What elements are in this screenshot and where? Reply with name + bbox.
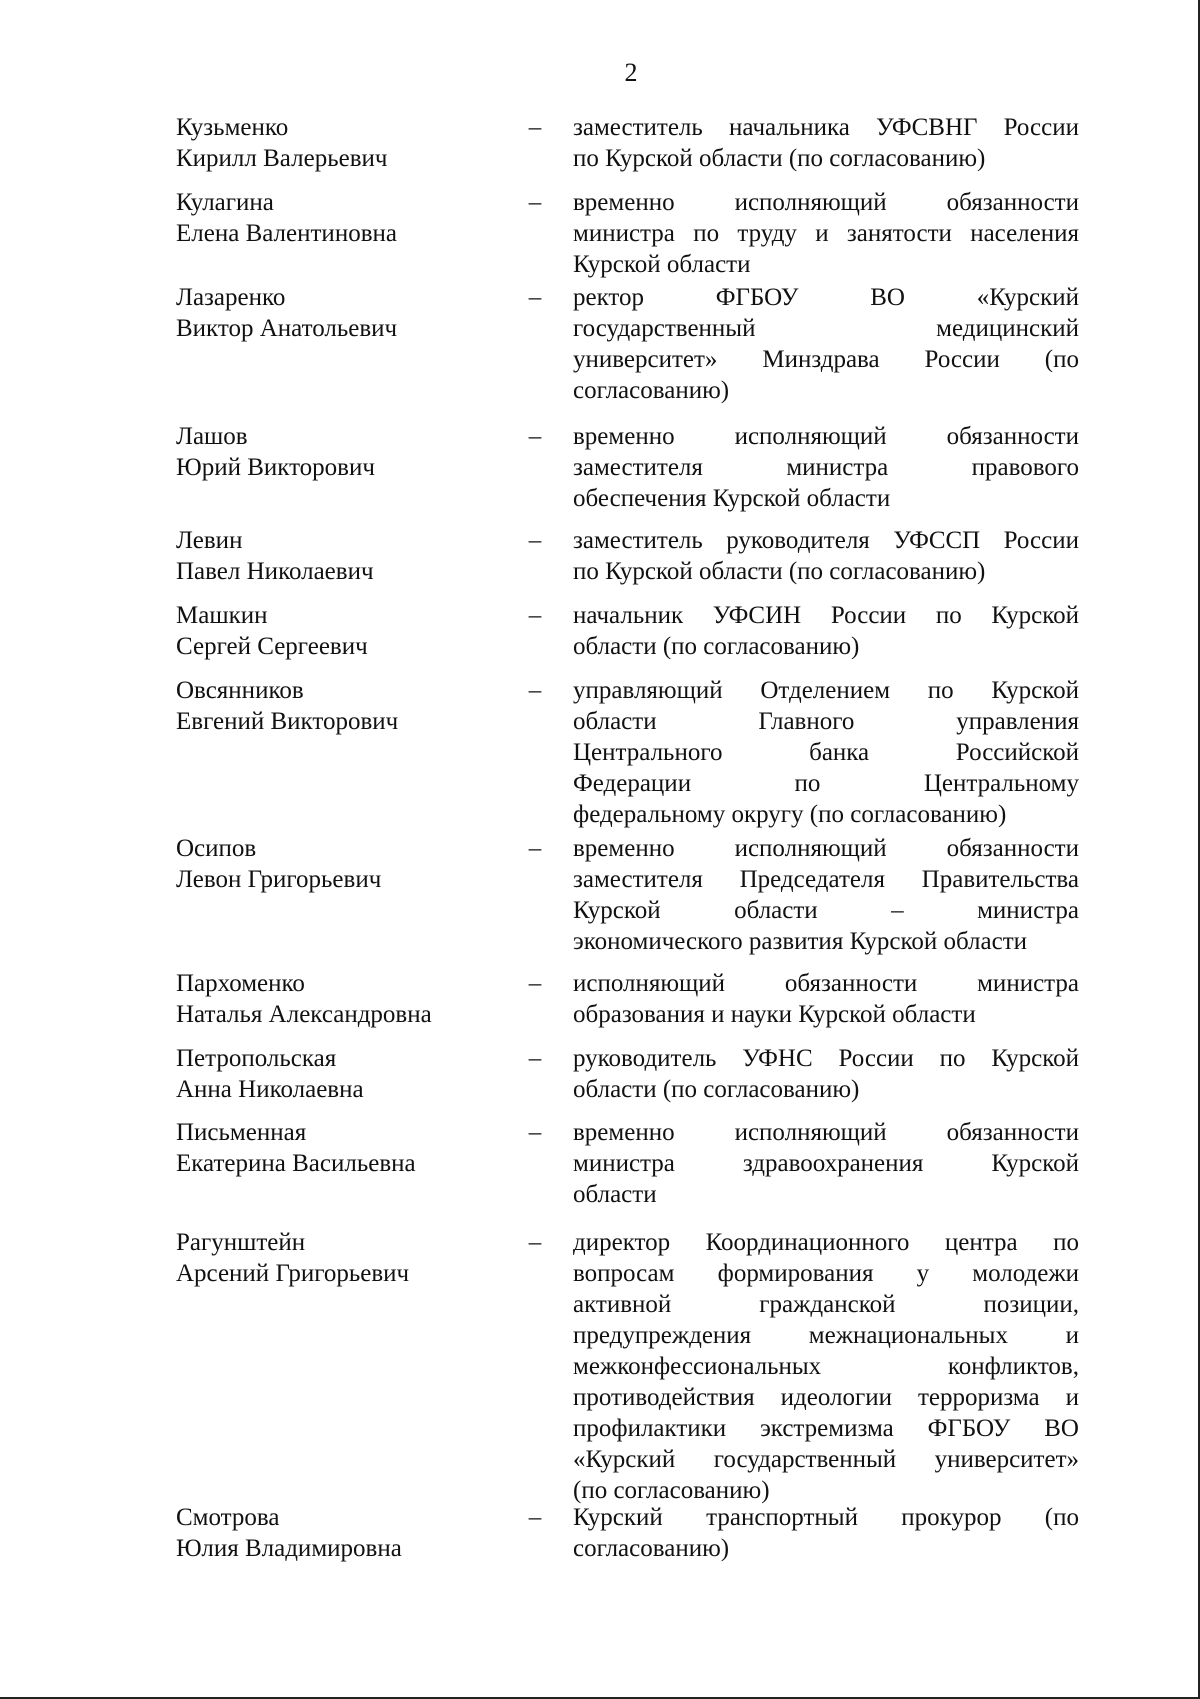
position-line: министра здравоохранения Курской: [573, 1150, 1079, 1177]
separator-dash: –: [528, 423, 542, 450]
position-line: временно исполняющий обязанности: [573, 1119, 1079, 1146]
member-given-names: Сергей Сергеевич: [176, 633, 368, 660]
position-line: исполняющий обязанности министра: [573, 970, 1079, 997]
member-name: [176, 833, 506, 895]
member-given-names: Левон Григорьевич: [176, 866, 382, 893]
position-line: министра по труду и занятости населения: [573, 220, 1079, 247]
separator-dash: –: [528, 835, 542, 862]
member-surname: Лазаренко: [176, 284, 286, 311]
position-line: временно исполняющий обязанности: [573, 423, 1079, 450]
position-line: Курский транспортный прокурор (по: [573, 1504, 1079, 1531]
member-position: [573, 187, 1079, 280]
member-surname: Петропольская: [176, 1045, 337, 1072]
position-line: вопросам формирования у молодежи: [573, 1260, 1079, 1287]
member-given-names: Кирилл Валерьевич: [176, 145, 388, 172]
member-position: [573, 282, 1079, 406]
member-given-names: Юрий Викторович: [176, 454, 375, 481]
separator-dash: –: [528, 970, 542, 997]
separator-dash: –: [528, 284, 542, 311]
member-surname: Левин: [176, 527, 243, 554]
position-line: временно исполняющий обязанности: [573, 835, 1079, 862]
position-line: ректор ФГБОУ ВО «Курский: [573, 284, 1079, 311]
member-name: [176, 600, 506, 662]
page-number: 2: [624, 58, 638, 87]
member-surname: Лашов: [176, 423, 248, 450]
position-line: (по согласованию): [573, 1477, 770, 1504]
separator-dash: –: [528, 189, 542, 216]
separator-dash: –: [528, 1229, 542, 1256]
separator-dash: –: [528, 677, 542, 704]
member-position: [573, 525, 1079, 587]
member-surname: Пархоменко: [176, 970, 305, 997]
position-line: по Курской области (по согласованию): [573, 145, 986, 172]
position-line: начальник УФСИН России по Курской: [573, 602, 1079, 629]
position-line: по Курской области (по согласованию): [573, 558, 986, 585]
member-surname: Кузьменко: [176, 114, 289, 141]
position-line: заместитель начальника УФСВНГ России: [573, 114, 1079, 141]
member-surname: Письменная: [176, 1119, 307, 1146]
position-line: согласованию): [573, 377, 730, 404]
member-surname: Смотрова: [176, 1504, 280, 1531]
position-line: активной гражданской позиции,: [573, 1291, 1079, 1318]
member-position: [573, 1043, 1079, 1105]
member-given-names: Екатерина Васильевна: [176, 1150, 416, 1177]
member-position: [573, 968, 1079, 1030]
separator-dash: –: [528, 1119, 542, 1146]
member-given-names: Наталья Александровна: [176, 1001, 432, 1028]
member-surname: Овсянников: [176, 677, 304, 704]
member-given-names: Евгений Викторович: [176, 708, 399, 735]
separator-dash: –: [528, 527, 542, 554]
member-position: [573, 675, 1079, 830]
member-name: [176, 282, 506, 344]
member-position: [573, 600, 1079, 662]
member-position: [573, 112, 1079, 174]
position-line: согласованию): [573, 1535, 730, 1562]
position-line: заместитель руководителя УФССП России: [573, 527, 1079, 554]
position-line: экономического развития Курской области: [573, 928, 1028, 955]
position-line: области Главного управления: [573, 708, 1079, 735]
member-position: [573, 1502, 1079, 1564]
position-line: заместителя министра правового: [573, 454, 1079, 481]
position-line: предупреждения межнациональных и: [573, 1322, 1079, 1349]
position-line: директор Координационного центра по: [573, 1229, 1079, 1256]
member-surname: Осипов: [176, 835, 257, 862]
member-name: [176, 1227, 506, 1289]
member-surname: Кулагина: [176, 189, 274, 216]
member-name: [176, 1117, 506, 1179]
member-given-names: Юлия Владимировна: [176, 1535, 402, 1562]
separator-dash: –: [528, 1045, 542, 1072]
member-name: [176, 421, 506, 483]
member-name: [176, 525, 506, 587]
position-line: Федерации по Центральному: [573, 770, 1079, 797]
position-line: противодействия идеологии терроризма и: [573, 1384, 1079, 1411]
member-name: [176, 187, 506, 249]
member-given-names: Виктор Анатольевич: [176, 315, 398, 342]
position-line: Курской области: [573, 251, 751, 278]
position-line: профилактики экстремизма ФГБОУ ВО: [573, 1415, 1079, 1442]
member-position: [573, 1117, 1079, 1210]
position-line: Курской области – министра: [573, 897, 1079, 924]
position-line: области (по согласованию): [573, 1076, 860, 1103]
position-line: государственный медицинский: [573, 315, 1079, 342]
member-surname: Рагунштейн: [176, 1229, 306, 1256]
member-name: [176, 675, 506, 737]
position-line: «Курский государственный университет»: [573, 1446, 1079, 1473]
position-line: временно исполняющий обязанности: [573, 189, 1079, 216]
member-position: [573, 1227, 1079, 1506]
separator-dash: –: [528, 1504, 542, 1531]
member-given-names: Павел Николаевич: [176, 558, 374, 585]
separator-dash: –: [528, 114, 542, 141]
position-line: федеральному округу (по согласованию): [573, 801, 1007, 828]
member-name: [176, 1043, 506, 1105]
position-line: обеспечения Курской области: [573, 485, 891, 512]
member-given-names: Анна Николаевна: [176, 1076, 364, 1103]
position-line: межконфессиональных конфликтов,: [573, 1353, 1079, 1380]
member-position: [573, 833, 1079, 957]
member-name: [176, 112, 506, 174]
position-line: области (по согласованию): [573, 633, 860, 660]
position-line: руководитель УФНС России по Курской: [573, 1045, 1079, 1072]
position-line: области: [573, 1181, 657, 1208]
member-name: [176, 968, 506, 1030]
position-line: заместителя Председателя Правительства: [573, 866, 1079, 893]
member-given-names: Арсений Григорьевич: [176, 1260, 410, 1287]
position-line: управляющий Отделением по Курской: [573, 677, 1079, 704]
position-line: образования и науки Курской области: [573, 1001, 976, 1028]
position-line: Центрального банка Российской: [573, 739, 1079, 766]
member-surname: Машкин: [176, 602, 268, 629]
position-line: университет» Минздрава России (по: [573, 346, 1079, 373]
member-name: [176, 1502, 506, 1564]
separator-dash: –: [528, 602, 542, 629]
member-given-names: Елена Валентиновна: [176, 220, 397, 247]
member-position: [573, 421, 1079, 514]
